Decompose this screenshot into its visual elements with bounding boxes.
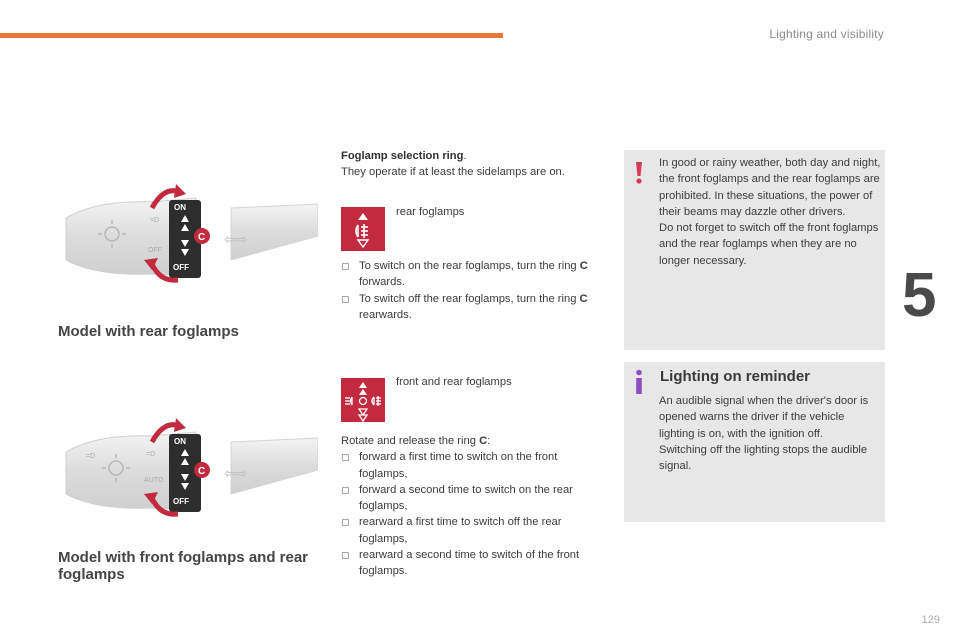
svg-text:ON: ON bbox=[174, 437, 186, 446]
svg-text:=D: =D bbox=[86, 453, 96, 460]
svg-text:⇦⇨: ⇦⇨ bbox=[224, 232, 248, 248]
exclamation-icon bbox=[633, 161, 645, 185]
rear-foglamps-label: rear foglamps bbox=[396, 206, 465, 218]
bullet-box-icon: ▢ bbox=[341, 517, 350, 528]
stalk-illustration-rear bbox=[56, 178, 318, 298]
info-icon bbox=[633, 369, 645, 395]
svg-text:OFF: OFF bbox=[148, 247, 162, 254]
bullet-box-icon: ▢ bbox=[341, 261, 350, 271]
ring-heading: Foglamp selection ring bbox=[341, 150, 464, 162]
running-header: Lighting and visibility bbox=[769, 27, 884, 41]
svg-text:C: C bbox=[198, 466, 206, 477]
svg-text:=D: =D bbox=[146, 451, 156, 458]
rear-foglamp-icon bbox=[341, 207, 385, 251]
svg-text:⇦⇨: ⇦⇨ bbox=[224, 466, 248, 482]
ring-desc: They operate if at least the sidelamps are on. bbox=[341, 166, 565, 179]
list-item: ▢ forward a second time to switch on the rear foglamps, bbox=[341, 483, 573, 513]
svg-text:C: C bbox=[198, 232, 206, 243]
list-item: ▢ rearward a second time to switch of the front foglamps. bbox=[341, 549, 580, 578]
bullet-box-icon: ▢ bbox=[341, 452, 350, 463]
rotate-intro: Rotate and release the ring C: bbox=[341, 435, 491, 447]
rotate-steps bbox=[341, 449, 606, 579]
bullet-box-icon: ▢ bbox=[341, 484, 350, 495]
rear-foglamp-instructions bbox=[341, 258, 603, 323]
model-rear-foglamps-title: Model with rear foglamps bbox=[58, 323, 239, 340]
list-item: ▢ rearward a first time to switch off the rear foglamps, bbox=[341, 516, 562, 545]
info-panel-title: Lighting on reminder bbox=[660, 368, 810, 385]
list-item: ▢ forward a first time to switch on the front foglamps, bbox=[341, 451, 558, 480]
svg-text:ON: ON bbox=[174, 203, 186, 212]
list-item: ▢ To switch off the rear foglamps, turn the ring C rearwards. bbox=[341, 292, 588, 321]
bullet-box-icon: ▢ bbox=[341, 293, 350, 304]
svg-text:OFF: OFF bbox=[173, 263, 189, 272]
front-rear-foglamp-icon bbox=[341, 378, 385, 422]
header-accent-bar bbox=[0, 33, 503, 38]
info-text: An audible signal when the driver's door is opened warns the driver if the vehicle lighting is on, with the ignition off. Switching off the lighting stops the audible signal. bbox=[659, 395, 869, 473]
stalk-illustration-front bbox=[56, 412, 318, 532]
list-item: ▢ To switch on the rear foglamps, turn the ring C forwards. bbox=[341, 260, 588, 289]
warning-text: In good or rainy weather, both day and night, the front foglamps and the rear foglamps are prohibited. In these situations, the power of their beams may dazzle other drivers. Do not forget to switch off the front foglamps and the rear foglamps when they are no longer necessary. bbox=[659, 157, 881, 267]
bullet-box-icon: ▢ bbox=[341, 550, 350, 561]
warning-panel bbox=[624, 150, 885, 350]
svg-text:=D: =D bbox=[150, 217, 160, 224]
model-front-foglamps-title: Model with front foglamps and rear foglamps bbox=[58, 549, 309, 583]
ring-description: Foglamp selection ring. They operate if at least the sidelamps are on. bbox=[341, 148, 606, 181]
info-panel bbox=[624, 362, 885, 522]
front-foglamp-instructions bbox=[341, 433, 606, 580]
front-rear-foglamps-label: front and rear foglamps bbox=[396, 376, 512, 388]
svg-text:AUTO: AUTO bbox=[144, 477, 164, 484]
svg-text:OFF: OFF bbox=[173, 497, 189, 506]
chapter-number: 5 bbox=[902, 261, 937, 330]
page-number: 129 bbox=[921, 614, 940, 626]
